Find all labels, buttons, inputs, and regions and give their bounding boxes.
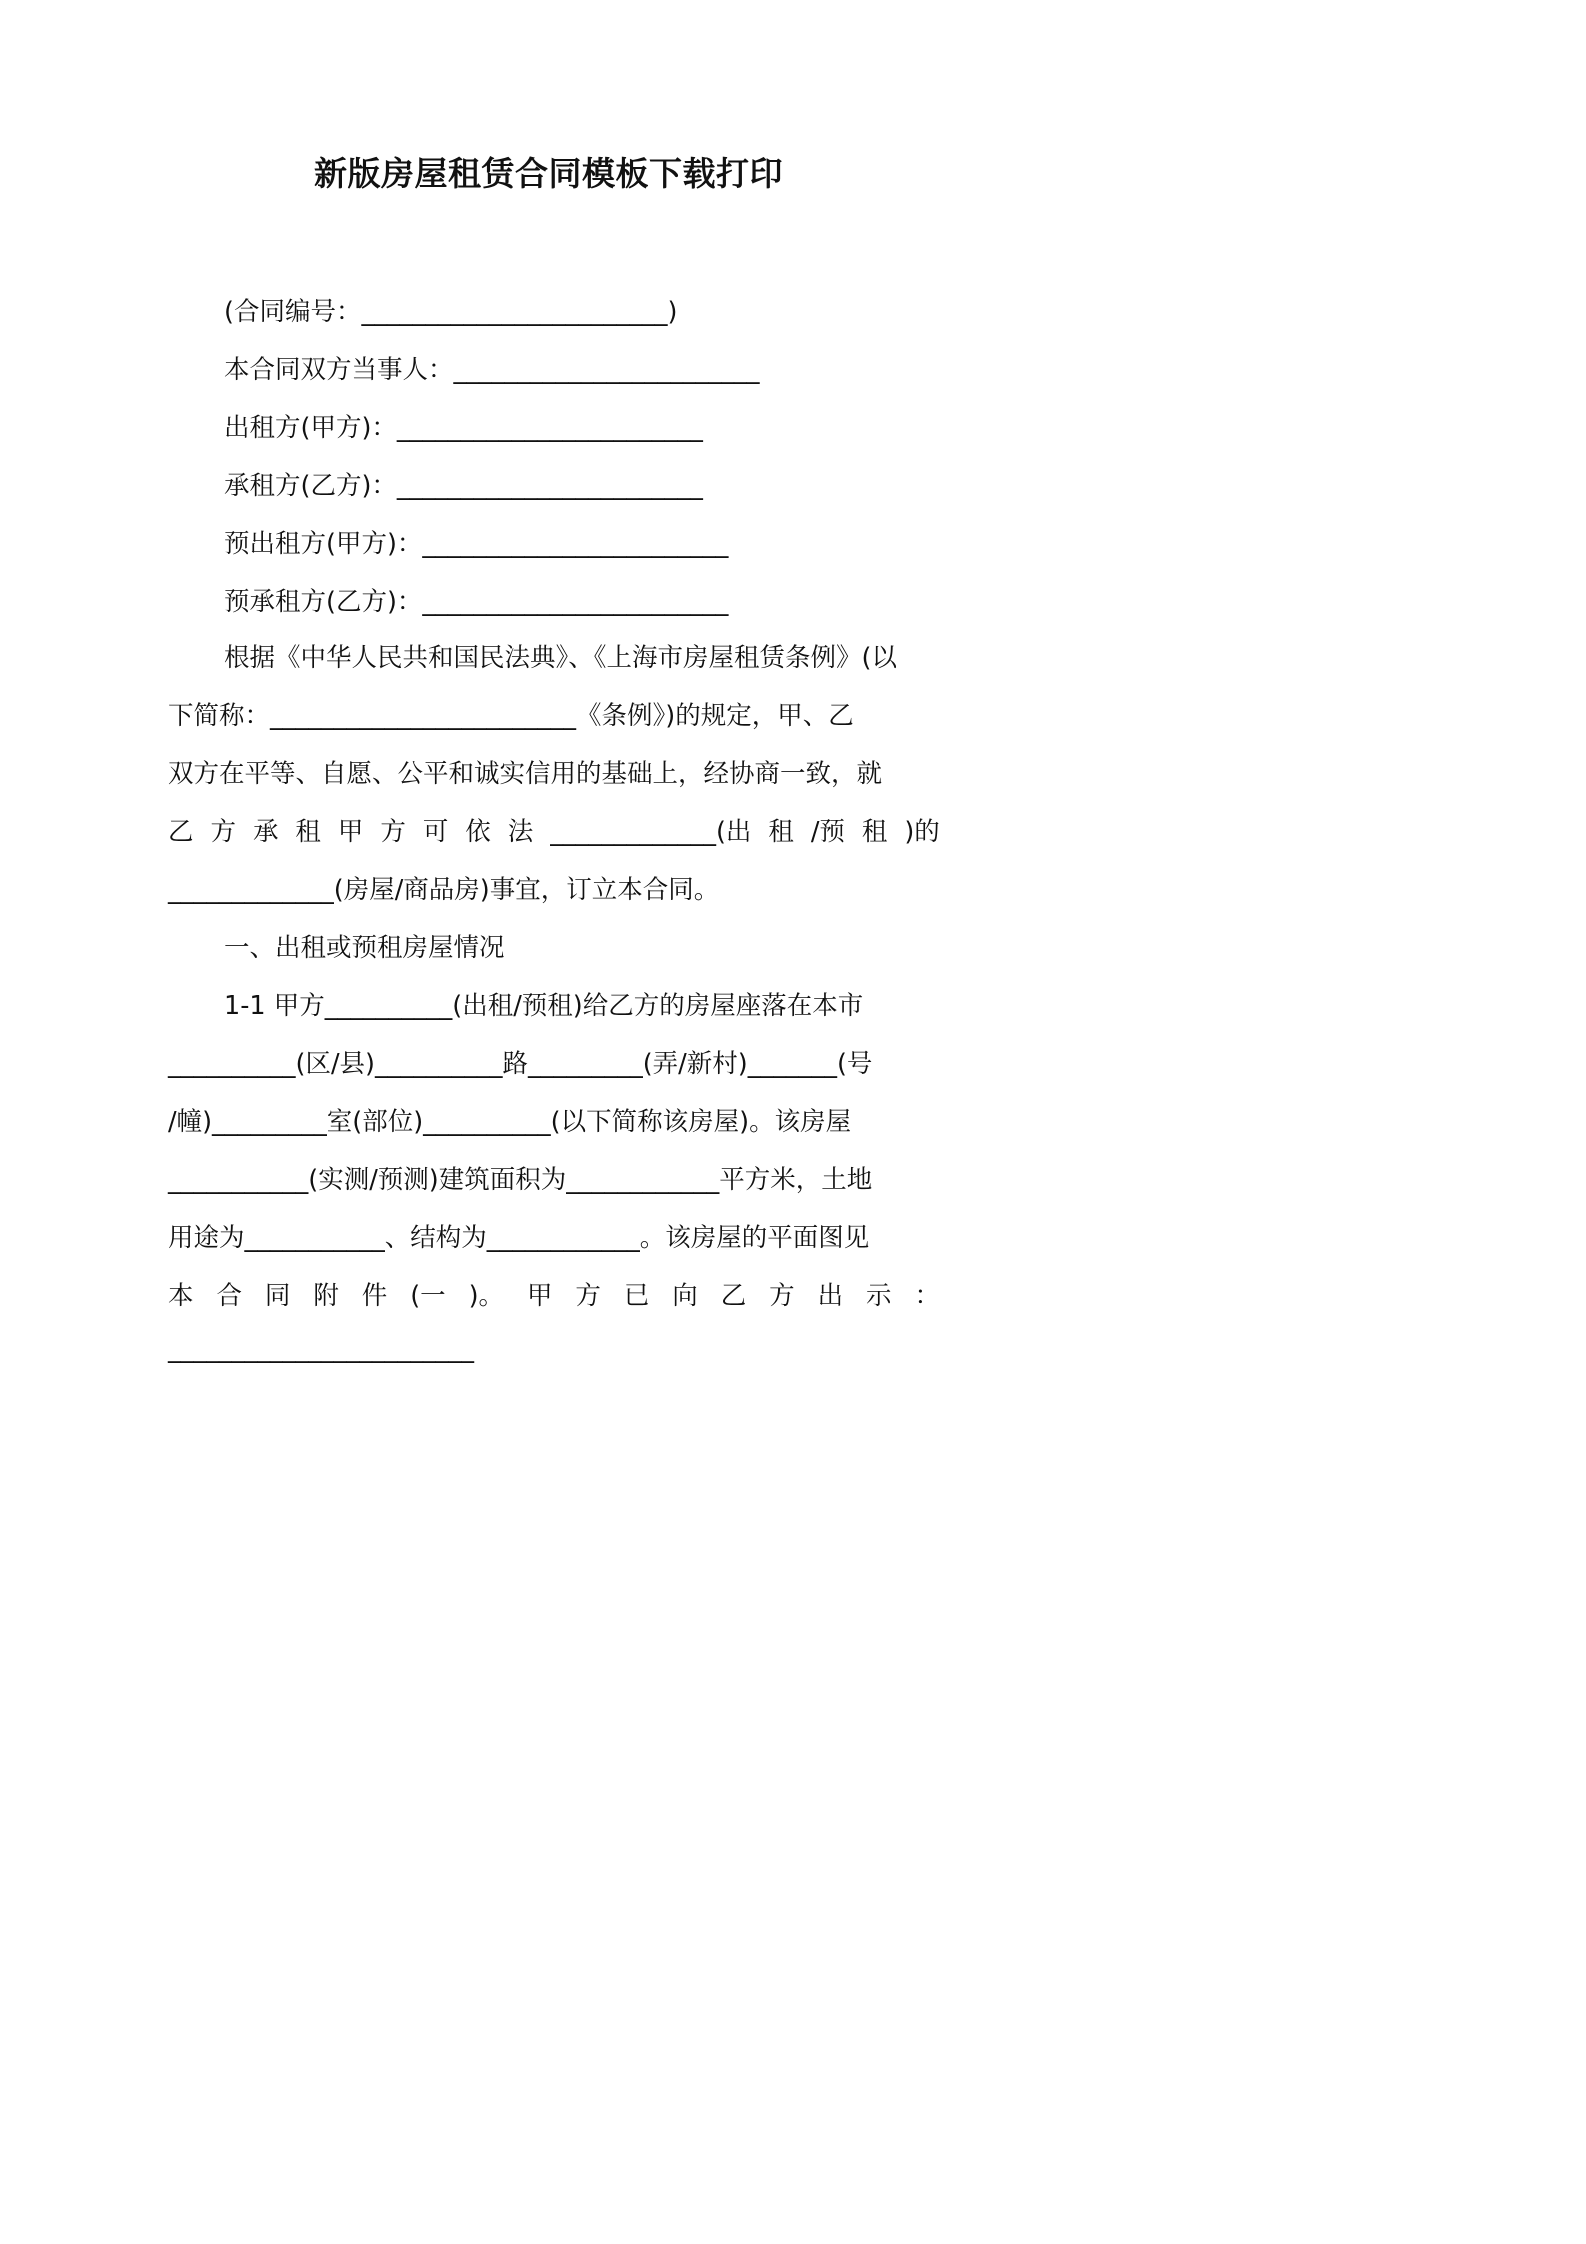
- clause-line-6-segment-6: )。: [468, 1281, 505, 1311]
- preamble-line-4-segment-12: 租: [861, 817, 888, 847]
- clause-text-4: ___________(实测/预测)建筑面积为____________平方米，土地: [168, 1165, 873, 1195]
- section-heading: [0, 928, 1097, 986]
- clause-text-5: 用途为___________、结构为____________。该房屋的平面图见: [168, 1223, 870, 1253]
- clause-line-6-segment-3: 附: [313, 1281, 339, 1311]
- preamble-line-4-segment-1: 方: [210, 817, 236, 847]
- preamble-line-4-segment-11: /预: [810, 817, 845, 847]
- clause-text-2: __________(区/县)__________路_________(弄/新村)_______(号: [168, 1049, 873, 1079]
- document-page: [0, 0, 1097, 1552]
- parties-line: [0, 350, 1097, 408]
- clause-text-1: 1-1 甲方__________(出租/预租)给乙方的房屋座落在本市: [224, 991, 864, 1021]
- preamble-line-4-segment-2: 承: [252, 817, 279, 847]
- clause-line-4: [0, 1160, 1097, 1218]
- preamble-line-4-segment-6: 可: [422, 817, 449, 847]
- clause-line-6-segment-12: 方: [769, 1281, 795, 1311]
- lessee-text: 承租方(乙方)：________________________: [224, 471, 703, 501]
- clause-line-6: [168, 1276, 940, 1334]
- clause-line-6-segment-1: 合: [216, 1281, 242, 1311]
- contract-number-text: (合同编号：________________________): [224, 297, 678, 327]
- preamble-line-4-segment-3: 租: [295, 817, 321, 847]
- preamble-text-3: 双方在平等、自愿、公平和诚实信用的基础上，经协商一致，就: [168, 759, 883, 789]
- clause-line-6-segment-10: 向: [672, 1281, 698, 1311]
- preamble-text-1: 根据《中华人民共和国民法典》、《上海市房屋租赁条例》(以: [224, 643, 897, 673]
- clause-line-6-segment-4: 件: [361, 1281, 388, 1311]
- preamble-line-5: [0, 870, 1097, 928]
- clause-line-6-segment-8: 方: [575, 1281, 601, 1311]
- clause-line-6-segment-2: 同: [264, 1281, 291, 1311]
- pre-lessee-line: [0, 582, 1097, 640]
- clause-line-1: [0, 986, 1097, 1044]
- clause-line-7: [0, 1334, 1097, 1392]
- clause-line-2: [0, 1044, 1097, 1102]
- clause-text-7: ________________________: [168, 1334, 474, 1364]
- clause-line-3: [0, 1102, 1097, 1160]
- pre-lessor-text: 预出租方(甲方)：________________________: [224, 529, 729, 559]
- preamble-line-4-segment-4: 甲: [337, 817, 364, 847]
- lessee-line: [0, 466, 1097, 524]
- clause-line-6-segment-5: (一: [410, 1281, 446, 1311]
- preamble-line-4-segment-13: )的: [904, 817, 940, 847]
- lessor-text: 出租方(甲方)：________________________: [224, 413, 703, 443]
- preamble-line-4-segment-10: 租: [768, 817, 794, 847]
- preamble-line-2: [0, 696, 1097, 754]
- clause-line-6-segment-11: 乙: [720, 1281, 747, 1311]
- pre-lessor-line: [0, 524, 1097, 582]
- clause-line-6-segment-7: 甲: [526, 1281, 553, 1311]
- clause-line-6-segment-9: 已: [623, 1281, 650, 1311]
- lessor-line: [0, 408, 1097, 466]
- clause-line-6-segment-0: 本: [168, 1281, 194, 1311]
- preamble-line-4-segment-9: _____________(出: [550, 817, 752, 847]
- clause-line-6-segment-15: ：: [914, 1281, 940, 1311]
- preamble-line-4-segment-0: 乙: [168, 817, 194, 847]
- preamble-line-4-segment-5: 方: [380, 817, 406, 847]
- clause-line-6-segment-14: 示: [866, 1281, 892, 1311]
- clause-line-5: [0, 1218, 1097, 1276]
- section-heading-text: 一、出租或预租房屋情况: [224, 933, 505, 963]
- preamble-line-4: [168, 812, 940, 870]
- parties-text: 本合同双方当事人：________________________: [224, 355, 760, 385]
- preamble-line-4-segment-7: 依: [465, 817, 491, 847]
- clause-text-3: /幢)_________室(部位)__________(以下简称该房屋)。该房屋: [168, 1107, 852, 1137]
- document-title: 新版房屋租赁合同模板下载打印: [314, 154, 783, 193]
- preamble-line-4-segment-8: 法: [507, 817, 534, 847]
- contract-number-line: [0, 292, 1097, 350]
- preamble-line-3: [0, 754, 1097, 812]
- preamble-text-2: 下简称：________________________《条例》)的规定，甲、乙: [168, 701, 854, 731]
- clause-line-6-segment-13: 出: [817, 1281, 844, 1311]
- preamble-text-5: _____________(房屋/商品房)事宜，订立本合同。: [168, 875, 720, 905]
- preamble-line-1: [0, 638, 1097, 696]
- pre-lessee-text: 预承租方(乙方)：________________________: [224, 587, 729, 617]
